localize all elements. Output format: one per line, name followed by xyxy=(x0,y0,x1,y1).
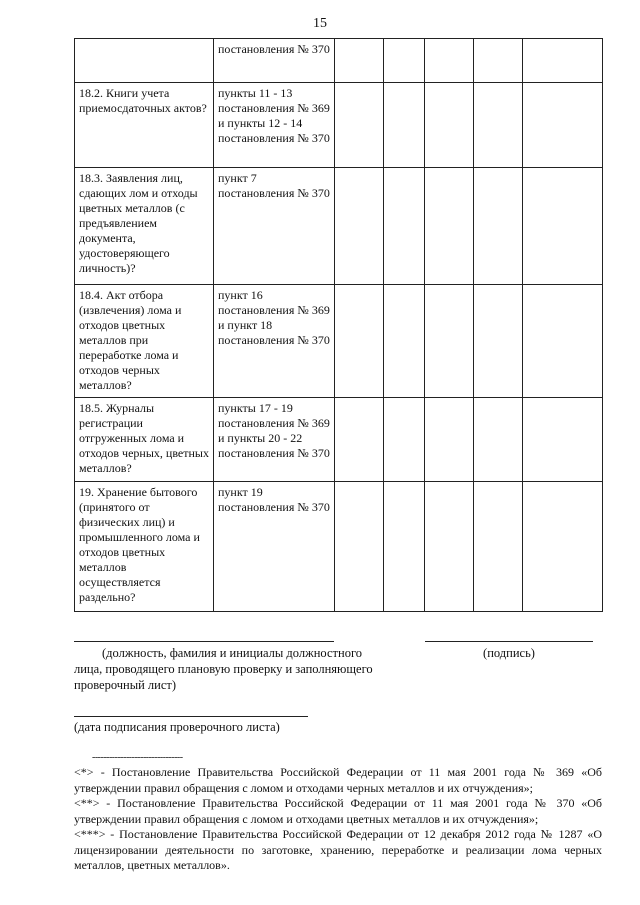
table-row xyxy=(75,398,603,482)
footnote-separator: -------------------------------- xyxy=(92,752,183,763)
answer-cell[interactable] xyxy=(474,39,523,83)
answer-yes-cell[interactable] xyxy=(335,39,384,83)
question-cell xyxy=(75,39,214,83)
page-number: 15 xyxy=(313,16,327,31)
table-row xyxy=(75,482,603,612)
checklist-table xyxy=(74,38,603,612)
sign-caption: (подпись) xyxy=(483,646,535,660)
footnote-3: <***> - Постановление Правительства Российской Федерации от 12 декабря 2012 года № 1287 «О лицензировании деятельности по заготовке, хранению, переработке и реализации лома черных металлов, цветных металлов». xyxy=(74,827,602,872)
answer-na-cell[interactable] xyxy=(425,285,474,398)
footnote-2: <**> - Постановление Правительства Российской Федерации от 11 мая 2001 года № 370 «Об утверждении правил обращения с ломом и отходами цветных металлов и их отчуждения»; xyxy=(74,796,602,826)
answer-no-cell[interactable] xyxy=(384,83,425,168)
sign-signature-line[interactable] xyxy=(425,641,593,642)
table-row xyxy=(75,285,603,398)
answer-yes-cell[interactable] xyxy=(335,398,384,482)
question-cell: 18.3. Заявления лиц, сдающих лом и отходы цветных металлов (с предъявлением документа, удостоверяющего личность)? xyxy=(75,168,214,285)
answer-na-cell[interactable] xyxy=(425,398,474,482)
answer-yes-cell[interactable] xyxy=(335,285,384,398)
requisites-cell: пункты 17 - 19 постановления № 369 и пункты 20 - 22 постановления № 370 xyxy=(214,398,335,482)
note-cell[interactable] xyxy=(523,83,603,168)
position-caption: (должность, фамилия и инициалы должностного лица, проводящего плановую проверку и заполняющего проверочный лист) xyxy=(74,646,373,692)
table-row xyxy=(75,168,603,285)
answer-cell[interactable] xyxy=(474,285,523,398)
table-row xyxy=(75,39,603,83)
answer-cell[interactable] xyxy=(474,168,523,285)
question-cell: 19. Хранение бытового (принятого от физических лиц) и промышленного лома и отходов цветных металлов осуществляется раздельно? xyxy=(75,482,214,612)
answer-no-cell[interactable] xyxy=(384,168,425,285)
date-signature-line[interactable] xyxy=(74,716,308,717)
requisites-cell: постановления № 370 xyxy=(214,39,335,83)
requisites-cell: пункт 16 постановления № 369 и пункт 18 постановления № 370 xyxy=(214,285,335,398)
answer-yes-cell[interactable] xyxy=(335,482,384,612)
answer-cell[interactable] xyxy=(474,482,523,612)
footnotes xyxy=(74,765,602,874)
question-cell: 18.5. Журналы регистрации отгруженных лома и отходов черных, цветных металлов? xyxy=(75,398,214,482)
answer-cell[interactable] xyxy=(474,398,523,482)
answer-na-cell[interactable] xyxy=(425,83,474,168)
question-cell: 18.2. Книги учета приемосдаточных актов? xyxy=(75,83,214,168)
position-signature-line[interactable] xyxy=(74,641,334,642)
answer-na-cell[interactable] xyxy=(425,39,474,83)
footnote-1: <*> - Постановление Правительства Российской Федерации от 11 мая 2001 года № 369 «Об утверждении правил обращения с ломом и отходами черных металлов и их отчуждения»; xyxy=(74,765,602,795)
answer-no-cell[interactable] xyxy=(384,482,425,612)
answer-yes-cell[interactable] xyxy=(335,83,384,168)
answer-na-cell[interactable] xyxy=(425,482,474,612)
requisites-cell: пункт 7 постановления № 370 xyxy=(214,168,335,285)
note-cell[interactable] xyxy=(523,168,603,285)
note-cell[interactable] xyxy=(523,398,603,482)
answer-no-cell[interactable] xyxy=(384,285,425,398)
note-cell[interactable] xyxy=(523,482,603,612)
answer-no-cell[interactable] xyxy=(384,398,425,482)
answer-na-cell[interactable] xyxy=(425,168,474,285)
requisites-cell: пункты 11 - 13 постановления № 369 и пункты 12 - 14 постановления № 370 xyxy=(214,83,335,168)
answer-yes-cell[interactable] xyxy=(335,168,384,285)
date-caption: (дата подписания проверочного листа) xyxy=(74,720,280,734)
answer-cell[interactable] xyxy=(474,83,523,168)
table-row xyxy=(75,83,603,168)
note-cell[interactable] xyxy=(523,39,603,83)
note-cell[interactable] xyxy=(523,285,603,398)
answer-no-cell[interactable] xyxy=(384,39,425,83)
requisites-cell: пункт 19 постановления № 370 xyxy=(214,482,335,612)
question-cell: 18.4. Акт отбора (извлечения) лома и отходов цветных металлов при переработке лома и отходов черных металлов? xyxy=(75,285,214,398)
